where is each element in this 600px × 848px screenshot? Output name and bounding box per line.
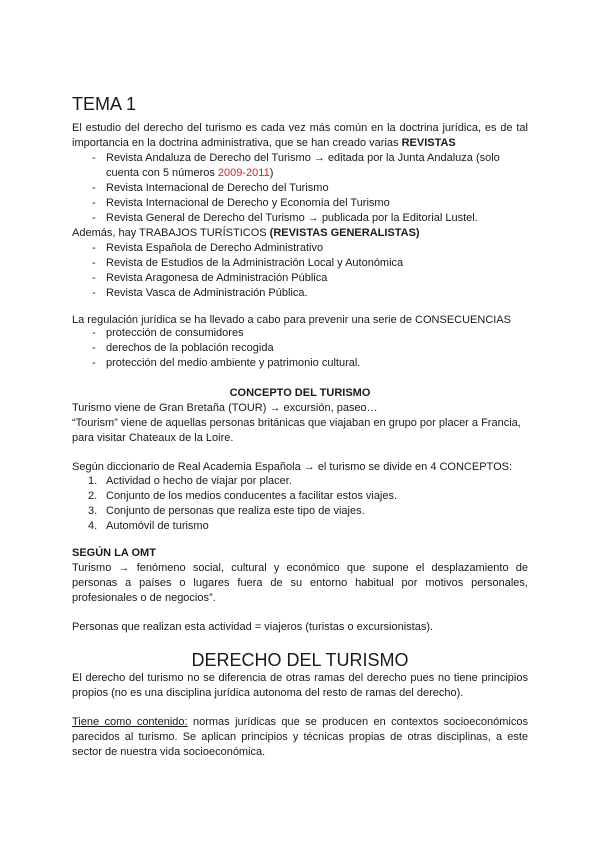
list-item: - Revista Aragonesa de Administración Pública: [72, 271, 528, 286]
revistas-list: [72, 151, 528, 226]
diccionario-paragraph: Según diccionario de Real Academia Española → el turismo se divide en 4 CONCEPTOS:: [72, 461, 513, 473]
list-item: - Revista Internacional de Derecho y Economía del Turismo: [72, 196, 528, 211]
list-item: - Revista de Estudios de la Administración Local y Autonómica: [72, 256, 528, 271]
consecuencias-list: [72, 326, 528, 371]
intro-bold: REVISTAS: [401, 137, 456, 149]
intro-paragraph: [72, 121, 528, 151]
list-item: - protección del medio ambiente y patrimonio cultural.: [72, 356, 528, 371]
list-item: - Revista Andaluza de Derecho del Turismo → editada por la Junta Andaluza (solo cuenta con 5 números 2009-2011): [72, 151, 528, 181]
omt-heading: SEGÚN LA OMT: [72, 547, 156, 559]
concepto-heading: CONCEPTO DEL TURISMO: [229, 387, 371, 399]
contenido-label: Tiene como contenido:: [72, 716, 188, 728]
conceptos-list: [72, 474, 528, 534]
contenido-paragraph: Tiene como contenido: normas jurídicas que se producen en contextos socioeconómicos parecidos al turismo. Se aplican principios y técnicas propias de otras disciplinas, a este sector de nuestra vida socioeconómica.: [72, 716, 528, 758]
generalistas-list: [72, 241, 528, 301]
page-title: TEMA 1: [72, 94, 137, 114]
omt-paragraph: Turismo → fenómeno social, cultural y económico que supone el desplazamiento de personas a países o lugares fuera de su entorno habitual por motivos personales, profesionales o de negocios”.: [72, 562, 528, 604]
personas-paragraph: Personas que realizan esta actividad = viajeros (turistas o excursionistas).: [72, 621, 434, 633]
list-item: 1. Actividad o hecho de viajar por placer.: [88, 475, 292, 487]
regulacion-paragraph: La regulación jurídica se ha llevado a cabo para prevenir una serie de CONSECUENCIAS: [72, 314, 512, 326]
ademas-paragraph: Además, hay TRABAJOS TURÍSTICOS (REVISTAS GENERALISTAS): [72, 227, 420, 239]
list-item: - derechos de la población recogida: [72, 341, 528, 356]
list-item: - Revista Vasca de Administración Pública.: [72, 286, 528, 301]
derecho-paragraph: El derecho del turismo no se diferencia de otras ramas del derecho pues no tiene principios propios (no es una disciplina jurídica autonoma del resto de ramas del derecho).: [72, 672, 528, 699]
years-highlight: 2009-2011: [217, 167, 270, 179]
derecho-heading: DERECHO DEL TURISMO: [191, 650, 409, 670]
list-item: 2. Conjunto de los medios conducentes a facilitar estos viajes.: [88, 490, 398, 502]
generalistas-bold: (REVISTAS GENERALISTAS): [269, 227, 420, 239]
list-item: 3. Conjunto de personas que realiza este tipo de viajes.: [88, 505, 365, 517]
list-item: - Revista Internacional de Derecho del Turismo: [72, 181, 528, 196]
intro-text: El estudio del derecho del turismo es cada vez más común en la doctrina jurídica, es de tal importancia en la doctrina administrativa, que se han creado varias: [72, 122, 528, 149]
list-item: - protección de consumidores: [72, 326, 528, 341]
concepto-paragraph: Turismo viene de Gran Bretaña (TOUR) → excursión, paseo… “Tourism” viene de aquellas personas británicas que viajaban en grupo por placer a Francia, para visitar Chateaux de la Loire.: [72, 402, 521, 444]
list-item: - Revista General de Derecho del Turismo → publicada por la Editorial Lustel.: [72, 211, 528, 226]
list-item: 4. Automóvil de turismo: [88, 520, 209, 532]
list-item: - Revista Española de Derecho Administrativo: [72, 241, 528, 256]
